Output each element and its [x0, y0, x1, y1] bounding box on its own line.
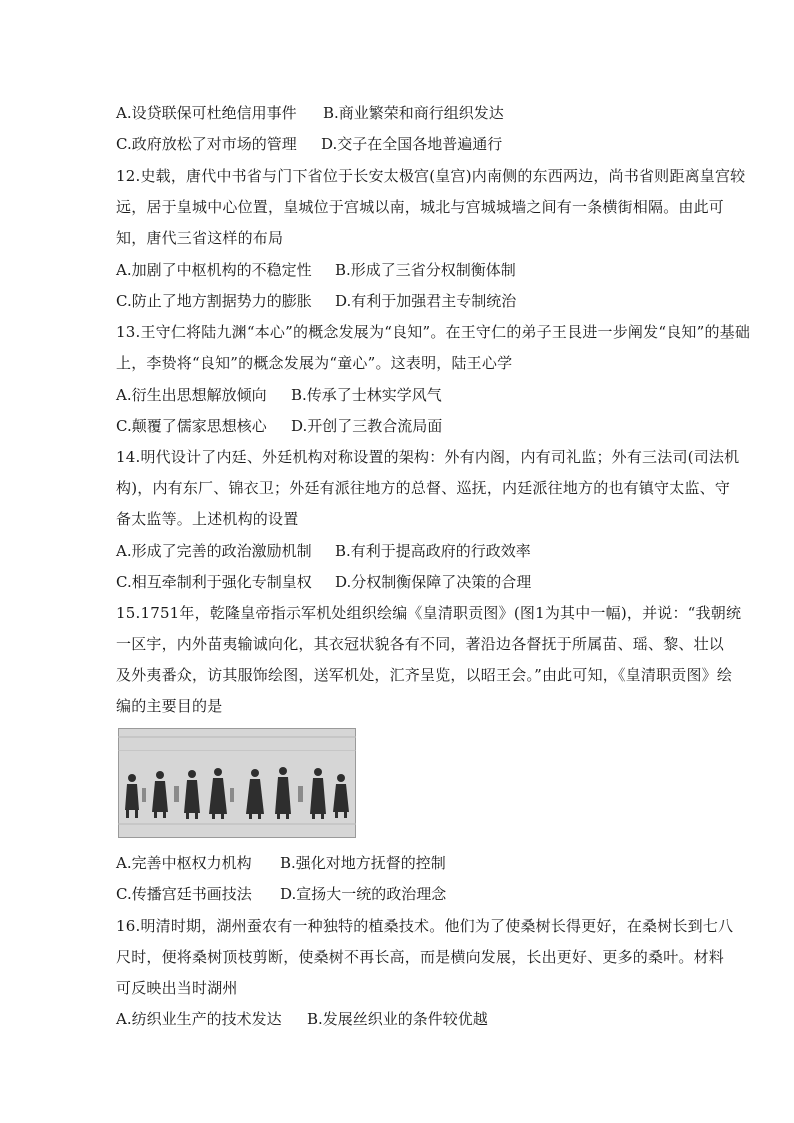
q16-option-b: B.发展丝织业的条件较优越: [307, 1010, 488, 1028]
painting-figures-image: [118, 728, 356, 838]
q11-option-d: D.交子在全国各地普遍通行: [321, 135, 503, 153]
q13-stem-line: 上，李贽将“良知”的概念发展为“童心”。这表明，陆王心学: [116, 354, 513, 372]
q11-option-b: B.商业繁荣和商行组织发达: [323, 104, 504, 122]
q15-stem-line: 及外夷番众，访其服饰绘图，送军机处，汇齐呈览，以昭王会。”由此可知，《皇清职贡图》绘: [116, 666, 733, 684]
q12-option-c: C.防止了地方割据势力的膨胀: [116, 292, 312, 310]
q12-stem-line: 远，居于皇城中心位置，皇城位于宫城以南，城北与宫城城墙之间有一条横街相隔。由此可: [116, 198, 725, 216]
q14-stem-line: 备太监等。上述机构的设置: [116, 510, 299, 528]
q14-option-a: A.形成了完善的政治激励机制: [116, 542, 312, 560]
q16-option-a: A.纺织业生产的技术发达: [116, 1010, 282, 1028]
q13-option-c: C.颠覆了儒家思想核心: [116, 417, 267, 435]
q14-option-c: C.相互牵制利于强化专制皇权: [116, 573, 312, 591]
q12-stem-line: 12.史载，唐代中书省与门下省位于长安太极宫(皇宫)内南侧的东西两边，尚书省则距离皇宫较: [116, 167, 746, 185]
q16-stem-line: 16.明清时期，湖州蚕农有一种独特的植桑技术。他们为了使桑树长得更好，在桑树长到七八: [116, 917, 734, 935]
q12-option-b: B.形成了三省分权制衡体制: [335, 261, 516, 279]
q15-option-c: C.传播宫廷书画技法: [116, 885, 252, 903]
q13-stem-line: 13.王守仁将陆九渊“本心”的概念发展为“良知”。在王守仁的弟子王艮进一步阐发“良知”的基础: [116, 323, 751, 341]
q12-option-a: A.加剧了中枢机构的不稳定性: [116, 261, 312, 279]
q14-stem-line: 14.明代设计了内廷、外廷机构对称设置的架构：外有内阁，内有司礼监；外有三法司(司法机: [116, 448, 740, 466]
q16-stem-line: 尺时，便将桑树顶枝剪断，使桑树不再长高，而是横向发展，长出更好、更多的桑叶。材料: [116, 948, 725, 966]
q16-stem-line: 可反映出当时湖州: [116, 979, 238, 997]
q15-option-b: B.强化对地方抚督的控制: [280, 854, 446, 872]
q13-option-a: A.衍生出思想解放倾向: [116, 386, 267, 404]
q15-stem-line: 编的主要目的是: [116, 697, 223, 715]
figure-tribute-painting: [118, 728, 356, 838]
q15-stem-line: 一区宇，内外苗夷输诚向化，其衣冠状貌各有不同，著沿边各督抚于所属苗、瑶、黎、壮以: [116, 635, 725, 653]
q13-option-b: B.传承了士林实学风气: [291, 386, 442, 404]
q13-option-d: D.开创了三教合流局面: [291, 417, 443, 435]
q15-stem-line: 15.1751年，乾隆皇帝指示军机处组织绘编《皇清职贡图》(图1为其中一幅)，并说：“我朝统: [116, 604, 742, 622]
q12-option-d: D.有利于加强君主专制统治: [335, 292, 517, 310]
q12-stem-line: 知，唐代三省这样的布局: [116, 229, 284, 247]
q11-option-c: C.政府放松了对市场的管理: [116, 135, 297, 153]
q11-option-a: A.设贷联保可杜绝信用事件: [116, 104, 297, 122]
q15-option-a: A.完善中枢权力机构: [116, 854, 252, 872]
q14-stem-line: 构)，内有东厂、锦衣卫；外廷有派往地方的总督、巡抚，内廷派往地方的也有镇守太监、守: [116, 479, 731, 497]
q14-option-d: D.分权制衡保障了决策的合理: [335, 573, 532, 591]
q15-option-d: D.宣扬大一统的政治理念: [280, 885, 447, 903]
q14-option-b: B.有利于提高政府的行政效率: [335, 542, 531, 560]
